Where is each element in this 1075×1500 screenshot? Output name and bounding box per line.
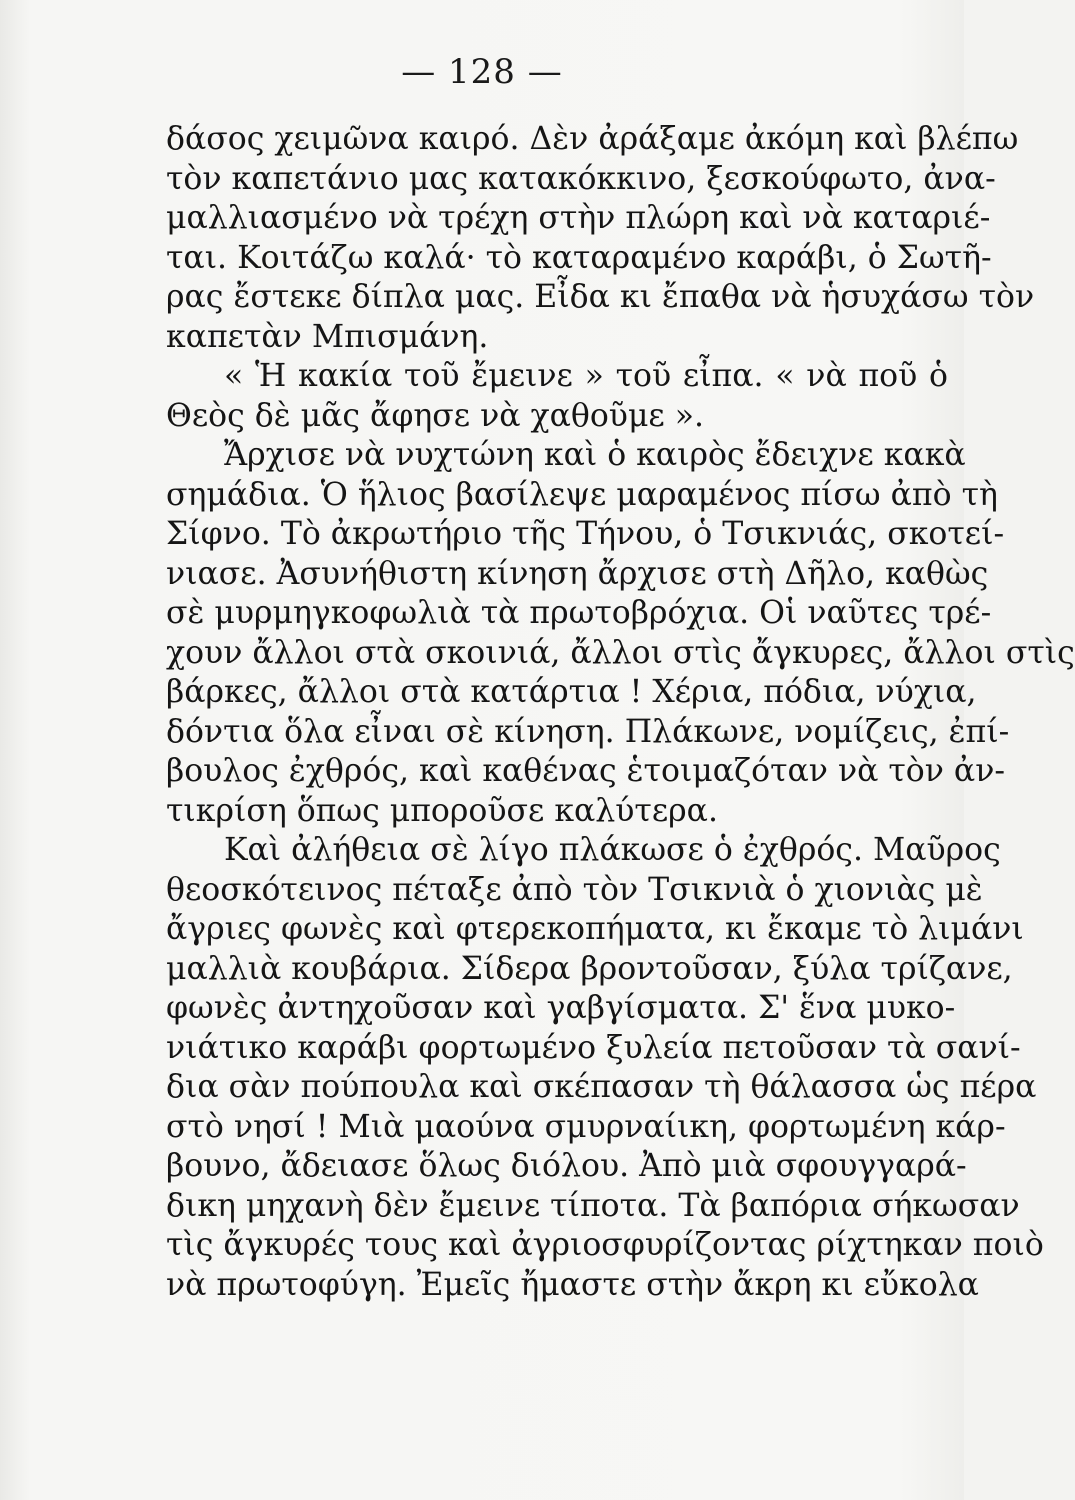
text-line: βουνο, ἄδειασε ὅλως διόλου. Ἀπὸ μιὰ σφουγγαρά- [166, 1148, 967, 1184]
page-number: — 128 — [401, 52, 563, 92]
text-line: δικη μηχανὴ δὲν ἔμεινε τίποτα. Τὰ βαπόρια σήκωσαν [166, 1187, 1020, 1224]
text-line: Θεὸς δὲ μᾶς ἄφησε νὰ χαθοῦμε ». [166, 397, 705, 434]
text-line: καπετὰν Μπισμάνη. [166, 318, 489, 355]
text-line: δια σὰν πούπουλα καὶ σκέπασαν τὴ θάλασσα ὡς πέρα [166, 1069, 1037, 1105]
text-line: τὸν καπετάνιο μας κατακόκκινο, ξεσκούφωτο, ἀνα- [166, 160, 996, 197]
text-line: τὶς ἄγκυρές τους καὶ ἀγριοσφυρίζοντας ρίχτηκαν ποιὸ [166, 1227, 1044, 1263]
text-line: βάρκες, ἄλλοι στὰ κατάρτια ! Χέρια, πόδια, νύχια, [166, 674, 977, 710]
text-line: νὰ πρωτοφύγη. Ἐμεῖς ἤμαστε στὴν ἄκρη κι εὔκολα [166, 1266, 979, 1303]
text-line: μαλλιὰ κουβάρια. Σίδερα βροντοῦσαν, ξύλα τρίζανε, [166, 950, 1013, 987]
text-line: ἄγριες φωνὲς καὶ φτερεκοπήματα, κι ἔκαμε τὸ λιμάνι [166, 911, 1024, 947]
text-line: « Ἡ κακία τοῦ ἔμεινε » τοῦ εἶπα. « νὰ ποῦ ὁ [224, 358, 948, 394]
text-line: ται. Κοιτάζω καλά· τὸ καταραμένο καράβι, ὁ Σωτῆ- [166, 239, 992, 276]
text-line: νιάτικο καράβι φορτωμένο ξυλεία πετοῦσαν τὰ σανί- [166, 1029, 1021, 1066]
text-line: δόντια ὅλα εἶναι σὲ κίνηση. Πλάκωνε, νομίζεις, ἐπί- [166, 713, 1010, 750]
text-line: ρας ἔστεκε δίπλα μας. Εἶδα κι ἔπαθα νὰ ἡσυχάσω τὸν [166, 279, 1035, 315]
text-line: φωνὲς ἀντηχοῦσαν καὶ γαβγίσματα. Σ' ἕνα μυκο- [166, 990, 956, 1026]
text-line: θεοσκότεινος πέταξε ἀπὸ τὸν Τσικνιὰ ὁ χιονιὰς μὲ [166, 871, 983, 908]
text-line: νιασε. Ἀσυνήθιστη κίνηση ἄρχισε στὴ Δῆλο, καθὼς [166, 555, 989, 592]
text-line: μαλλιασμένο νὰ τρέχη στὴν πλώρη καὶ νὰ καταριέ- [166, 200, 991, 236]
text-line: χουν ἄλλοι στὰ σκοινιά, ἄλλοι στὶς ἄγκυρες, ἄλλοι στὶς [166, 634, 1075, 671]
text-line: βουλος ἐχθρός, καὶ καθένας ἑτοιμαζόταν νὰ τὸν ἀν- [166, 753, 1005, 789]
text-line: σημάδια. Ὁ ἥλιος βασίλεψε μαραμένος πίσω ἀπὸ τὴ [166, 476, 998, 513]
text-line: στὸ νησί ! Μιὰ μαούνα σμυρναίικη, φορτωμένη κάρ- [166, 1108, 1006, 1145]
text-line: Καὶ ἀλήθεια σὲ λίγο πλάκωσε ὁ ἐχθρός. Μαῦρος [224, 832, 1001, 868]
text-line: τικρίση ὅπως μποροῦσε καλύτερα. [166, 792, 718, 829]
text-line: σὲ μυρμηγκοφωλιὰ τὰ πρωτοβρόχια. Οἱ ναῦτες τρέ- [166, 595, 992, 631]
body-text [166, 120, 1075, 1305]
text-line: Ἄρχισε νὰ νυχτώνη καὶ ὁ καιρὸς ἔδειχνε κακὰ [224, 437, 966, 473]
text-line: δάσος χειμῶνα καιρό. Δὲν ἀράξαμε ἀκόμη καὶ βλέπω [166, 121, 1019, 157]
text-line: Σίφνο. Τὸ ἀκρωτήριο τῆς Τήνου, ὁ Τσικνιάς, σκοτεί- [166, 516, 1005, 552]
